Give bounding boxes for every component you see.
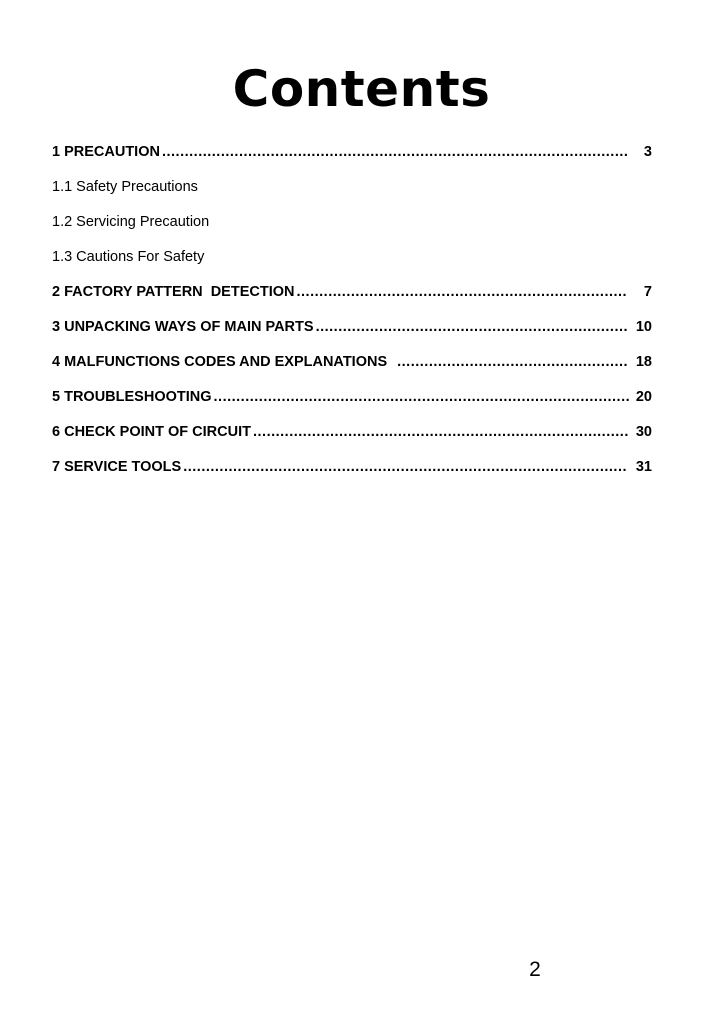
toc-dot-leader bbox=[162, 141, 628, 163]
toc-entry-label: 1.1 Safety Precautions bbox=[52, 179, 198, 195]
toc-entry-label: 1.3 Cautions For Safety bbox=[52, 249, 205, 265]
page-number: 2 bbox=[529, 958, 541, 981]
toc-entry-page: 20 bbox=[635, 389, 652, 405]
toc-entry-label: 2 FACTORY PATTERN DETECTION bbox=[52, 284, 295, 300]
toc-entry-cautions-for-safety[interactable] bbox=[52, 246, 652, 281]
toc-entry-label: 1 PRECAUTION bbox=[52, 144, 160, 160]
toc-entry-page: 18 bbox=[635, 354, 652, 370]
toc-entry-servicing-precaution[interactable] bbox=[52, 211, 652, 246]
toc-entry-check-point-of-circuit[interactable] bbox=[52, 421, 652, 456]
toc-entry-label: 4 MALFUNCTIONS CODES AND EXPLANATIONS bbox=[52, 354, 388, 370]
toc-dot-leader bbox=[214, 386, 631, 408]
toc-dot-leader bbox=[297, 281, 629, 303]
table-of-contents bbox=[52, 141, 652, 491]
toc-entry-page: 3 bbox=[643, 144, 652, 160]
toc-entry-page: 30 bbox=[635, 424, 652, 440]
toc-entry-troubleshooting[interactable] bbox=[52, 386, 652, 421]
toc-entry-malfunction-codes[interactable] bbox=[52, 351, 652, 386]
toc-entry-factory-pattern-detection[interactable] bbox=[52, 281, 652, 316]
toc-entry-page: 7 bbox=[643, 284, 652, 300]
toc-dot-leader bbox=[316, 316, 628, 338]
toc-entry-label: 3 UNPACKING WAYS OF MAIN PARTS bbox=[52, 319, 314, 335]
toc-dot-leader bbox=[253, 421, 628, 443]
toc-entry-label: 1.2 Servicing Precaution bbox=[52, 214, 210, 230]
toc-entry-service-tools[interactable] bbox=[52, 456, 652, 491]
toc-entry-unpacking-ways[interactable] bbox=[52, 316, 652, 351]
toc-entry-page: 10 bbox=[635, 319, 652, 335]
toc-entry-label: 7 SERVICE TOOLS bbox=[52, 459, 182, 475]
toc-dot-leader bbox=[397, 351, 628, 373]
toc-dot-leader bbox=[183, 456, 628, 478]
toc-entry-label: 6 CHECK POINT OF CIRCUIT bbox=[52, 424, 251, 440]
toc-entry-label: 5 TROUBLESHOOTING bbox=[52, 389, 212, 405]
toc-entry-page: 31 bbox=[635, 459, 652, 475]
toc-entry-precaution[interactable] bbox=[52, 141, 652, 176]
page-title: Contents bbox=[232, 60, 491, 118]
toc-entry-safety-precautions[interactable] bbox=[52, 176, 652, 211]
